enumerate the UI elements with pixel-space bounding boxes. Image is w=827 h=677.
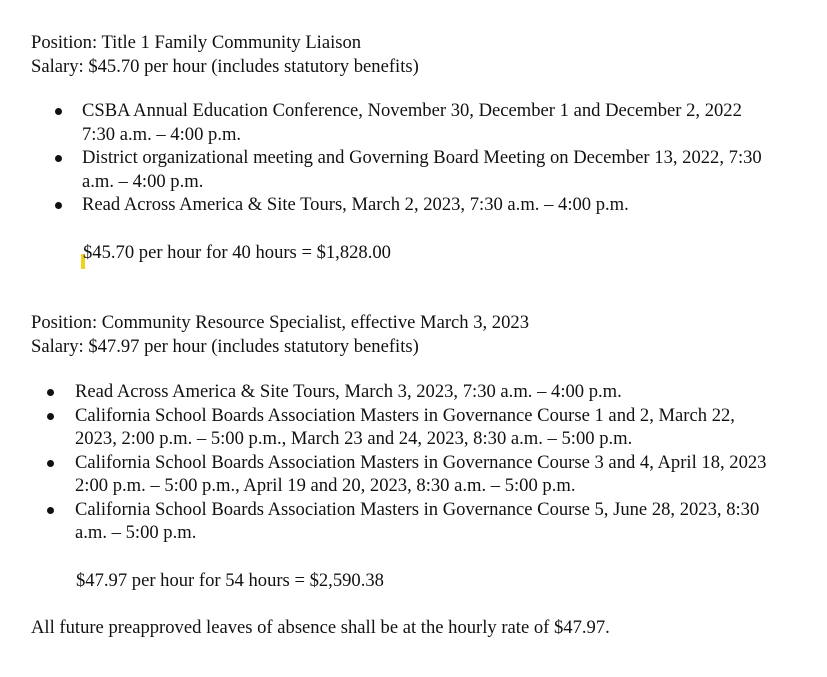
bullet-icon bbox=[47, 413, 54, 420]
list-item bbox=[75, 404, 820, 451]
list-item-line: a.m. – 4:00 p.m. bbox=[82, 170, 204, 192]
list-item bbox=[82, 99, 822, 146]
section2-header bbox=[31, 311, 819, 358]
section2-total: $47.97 per hour for 54 hours = $2,590.38 bbox=[76, 570, 384, 591]
list-item-line: Read Across America & Site Tours, March 3, 2023, 7:30 a.m. – 4:00 p.m. bbox=[75, 381, 622, 402]
section1-bullet-list bbox=[82, 99, 822, 217]
list-item-line: California School Boards Association Masters in Governance Course 5, June 28, 2023, 8:30 bbox=[75, 498, 760, 520]
bullet-icon bbox=[47, 460, 54, 467]
list-item-line: 7:30 a.m. – 4:00 p.m. bbox=[82, 123, 242, 145]
list-item bbox=[82, 146, 822, 193]
list-item bbox=[82, 193, 822, 217]
section2-position: Position: Community Resource Specialist, effective March 3, 2023 bbox=[31, 312, 529, 333]
list-item-line: 2023, 2:00 p.m. – 5:00 p.m., March 23 and 24, 2023, 8:30 a.m. – 5:00 p.m. bbox=[75, 428, 633, 449]
footer-note: All future preapproved leaves of absence shall be at the hourly rate of $47.97. bbox=[31, 617, 610, 638]
section2-salary: Salary: $47.97 per hour (includes statutory benefits) bbox=[31, 335, 419, 357]
list-item-line: California School Boards Association Masters in Governance Course 1 and 2, March 22, bbox=[75, 404, 735, 426]
list-item-line: CSBA Annual Education Conference, November 30, December 1 and December 2, 2022 bbox=[82, 100, 742, 121]
section2-bullet-list bbox=[75, 380, 820, 545]
section1-position: Position: Title 1 Family Community Liaison bbox=[31, 32, 362, 53]
list-item-line: Read Across America & Site Tours, March 2, 2023, 7:30 a.m. – 4:00 p.m. bbox=[82, 194, 629, 215]
list-item-line: California School Boards Association Masters in Governance Course 3 and 4, April 18, 2023 bbox=[75, 451, 767, 473]
bullet-icon bbox=[55, 108, 62, 115]
bullet-icon bbox=[47, 507, 54, 514]
list-item-line: District organizational meeting and Governing Board Meeting on December 13, 2022, 7:30 bbox=[82, 147, 762, 168]
section1-header bbox=[31, 31, 819, 78]
list-item bbox=[75, 451, 820, 498]
bullet-icon bbox=[55, 202, 62, 209]
section1-total: $45.70 per hour for 40 hours = $1,828.00 bbox=[83, 242, 391, 263]
section1-salary: Salary: $45.70 per hour (includes statutory benefits) bbox=[31, 55, 419, 77]
list-item-line: a.m. – 5:00 p.m. bbox=[75, 522, 197, 543]
bullet-icon bbox=[47, 389, 54, 396]
list-item bbox=[75, 380, 820, 404]
bullet-icon bbox=[55, 155, 62, 162]
list-item-line: 2:00 p.m. – 5:00 p.m., April 19 and 20, 2023, 8:30 a.m. – 5:00 p.m. bbox=[75, 475, 576, 496]
list-item bbox=[75, 498, 820, 545]
